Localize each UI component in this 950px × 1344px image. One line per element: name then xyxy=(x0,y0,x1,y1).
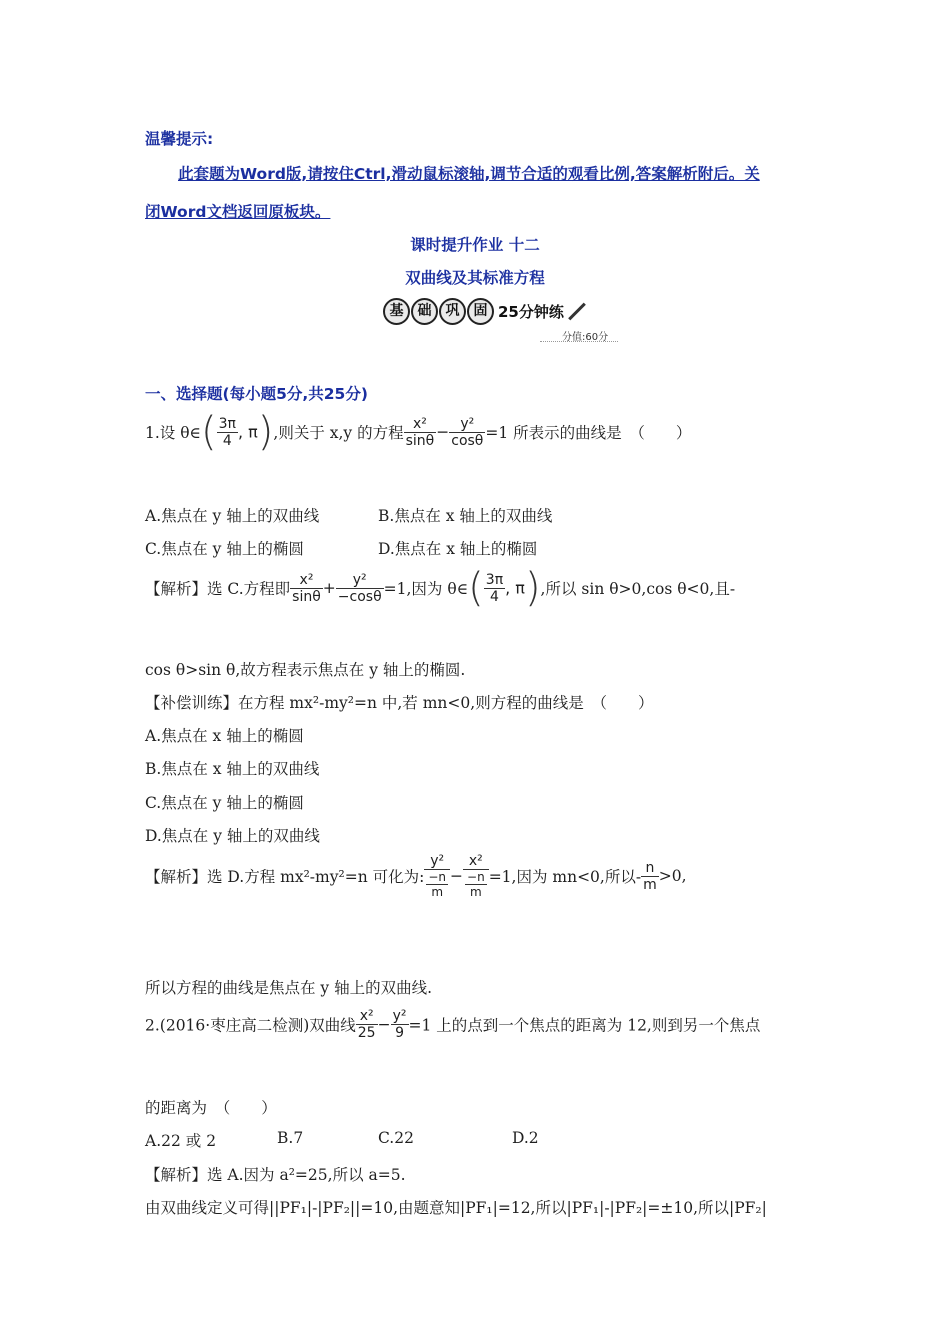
banner-char-2: 础 xyxy=(411,298,438,325)
q1-option-c: C.焦点在 y 轴上的椭圆 xyxy=(145,540,304,558)
sol-left-paren: ( xyxy=(468,565,484,611)
q1-prefix: 1.设 θ∈ xyxy=(145,424,202,442)
q1-mid: ,则关于 x,y 的方程 xyxy=(273,424,404,442)
q2-frac-1: $\frac{\text{x²}}{25}$ xyxy=(357,1008,376,1041)
q1-sol-frac-2: $\frac{\text{y²}}{-\cos\theta}$ xyxy=(337,571,382,605)
banner-char-1: 基 xyxy=(383,298,410,325)
section-banner xyxy=(383,298,588,324)
left-paren: ( xyxy=(201,409,217,455)
q2-line2: 的距离为 （ ） xyxy=(145,1099,277,1117)
q1-sol-interval-rest: , π xyxy=(505,578,525,598)
supp-frac-1: $\frac{\text{y²}}{\frac{-n}{m}}$ xyxy=(424,853,450,899)
pen-icon xyxy=(568,303,586,321)
q2-sol-1: 【解析】选 A.因为 a²=25,所以 a=5. xyxy=(145,1166,406,1184)
q2-sol-2: 由双曲线定义可得||PF₁|-|PF₂||=10,由题意知|PF₁|=12,所以|PF₁|-|PF₂|=±10,所以|PF₂| xyxy=(145,1199,767,1217)
q1-frac-2: $\frac{\text{y²}}{\cos\theta}$ xyxy=(451,415,484,449)
q2-option-c: C.22 xyxy=(378,1129,414,1147)
supp-solution xyxy=(145,853,687,899)
right-paren: ) xyxy=(257,409,274,455)
q2-prefix: 2.(2016·枣庄高二检测)双曲线 xyxy=(145,1016,356,1035)
q1-sol-c: ,所以 sin θ>0,cos θ<0,且- xyxy=(540,580,736,598)
q1-frac-1: $\frac{\text{x²}}{\sin\theta}$ xyxy=(405,415,435,449)
supp-sol-b: =1,因为 mn<0,所以- xyxy=(488,868,642,886)
q1-sol-plus: + xyxy=(322,579,336,597)
q2-option-b: B.7 xyxy=(277,1129,304,1147)
q2-option-a: A.22 或 2 xyxy=(145,1132,217,1150)
hint-line-1[interactable]: 此套题为Word版,请按住Ctrl,滑动鼠标滚轴,调节合适的观看比例,答案解析附后。关 xyxy=(178,165,760,183)
q2-minus: − xyxy=(377,1015,391,1034)
q1-minus: − xyxy=(436,423,450,441)
supp-sol-c: >0, xyxy=(658,867,687,885)
banner-char-3: 巩 xyxy=(439,298,466,325)
sol-right-paren: ) xyxy=(524,565,541,611)
section-title: 一、选择题(每小题5分,共25分) xyxy=(145,385,368,403)
supp-minus: − xyxy=(450,867,464,885)
q1-option-d: D.焦点在 x 轴上的椭圆 xyxy=(378,540,538,558)
supp-option-d: D.焦点在 y 轴上的双曲线 xyxy=(145,827,320,845)
q1-sol-interval-frac: $\frac{3\pi}{4}$ xyxy=(485,571,504,605)
banner-char-4: 固 xyxy=(467,298,494,325)
q1-solution xyxy=(145,565,736,611)
q2-tail: =1 上的点到一个焦点的距离为 12,则到另一个焦点 xyxy=(408,1016,761,1035)
q2-option-d: D.2 xyxy=(512,1129,539,1147)
q2-frac-2: $\frac{\text{y²}}{9}$ xyxy=(392,1008,407,1041)
supp-option-c: C.焦点在 y 轴上的椭圆 xyxy=(145,794,304,812)
supp-option-a: A.焦点在 x 轴上的椭圆 xyxy=(145,727,304,745)
supp-title: 【补偿训练】在方程 mx²-my²=n 中,若 mn<0,则方程的曲线是 （ ） xyxy=(145,694,654,712)
supp-frac-3: $\frac{n}{m}$ xyxy=(643,859,657,893)
question-2 xyxy=(145,1008,760,1041)
supp-sol-line2: 所以方程的曲线是焦点在 y 轴上的双曲线. xyxy=(145,979,433,997)
question-1 xyxy=(145,409,692,455)
q1-option-b: B.焦点在 x 轴上的双曲线 xyxy=(378,507,553,525)
page-subtitle: 双曲线及其标准方程 xyxy=(405,269,545,287)
q1-tail: =1 所表示的曲线是 （ ） xyxy=(485,424,692,442)
score-divider xyxy=(540,341,618,342)
q1-interval-rest: , π xyxy=(237,422,258,442)
q1-interval-frac: $\frac{3\pi}{4}$ xyxy=(218,415,236,449)
score-label: 分值:60分 xyxy=(562,332,609,343)
hint-title: 温馨提示: xyxy=(145,130,214,148)
hint-line-2[interactable]: 闭Word文档返回原板块。 xyxy=(145,203,331,221)
banner-time: 25分钟练 xyxy=(498,303,564,321)
supp-sol-a: 【解析】选 D.方程 mx²-my²=n 可化为: xyxy=(145,868,425,886)
q1-sol-line2: cos θ>sin θ,故方程表示焦点在 y 轴上的椭圆. xyxy=(145,661,466,679)
q1-sol-a: 【解析】选 C.方程即 xyxy=(145,580,291,598)
q1-sol-b: =1,因为 θ∈ xyxy=(383,580,469,598)
supp-frac-2: $\frac{\text{x²}}{\frac{-n}{m}}$ xyxy=(463,853,489,899)
q1-option-a: A.焦点在 y 轴上的双曲线 xyxy=(145,507,320,525)
supp-option-b: B.焦点在 x 轴上的双曲线 xyxy=(145,760,320,778)
page-title: 课时提升作业 十二 xyxy=(410,236,540,254)
q1-sol-frac-1: $\frac{\text{x²}}{\sin\theta}$ xyxy=(292,571,321,605)
